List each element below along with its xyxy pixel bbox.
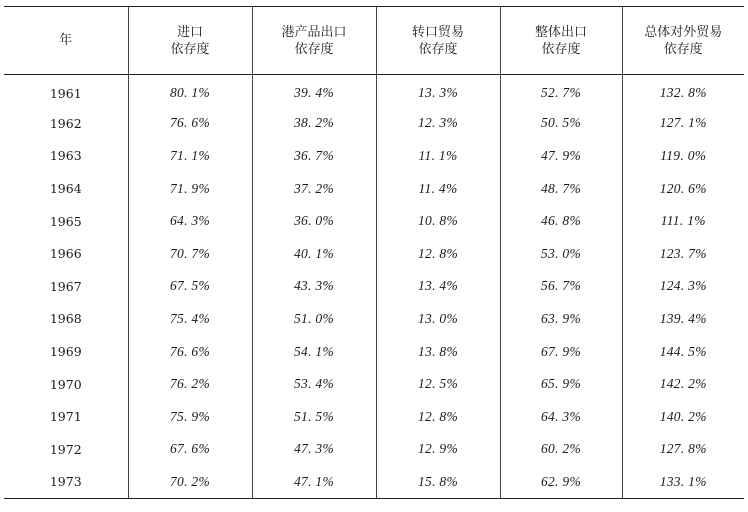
cell-overall-trade: 144. 5% (622, 335, 744, 368)
cell-import: 70. 7% (128, 237, 252, 270)
header-year-label: 年 (59, 33, 73, 48)
header-import-line1: 进口 (176, 24, 203, 40)
cell-overall-trade: 142. 2% (622, 368, 744, 401)
trade-dependency-table (4, 6, 744, 499)
header-import-line2: 依存度 (170, 41, 210, 57)
cell-total-export: 46. 8% (500, 205, 622, 238)
cell-year: 1967 (49, 278, 82, 294)
cell-year: 1973 (4, 466, 128, 499)
cell-domestic-export: 40. 1% (252, 237, 376, 270)
table-row (4, 335, 744, 368)
cell-import: 76. 6% (128, 107, 252, 140)
cell-total-export: 64. 3% (500, 400, 622, 433)
cell-reexport: 10. 8% (376, 205, 500, 238)
cell-year: 1966 (49, 246, 82, 262)
table-row (4, 172, 744, 205)
cell-import: 67. 5% (128, 270, 252, 303)
header-import-dependency (128, 7, 252, 75)
header-row (4, 7, 744, 75)
cell-import: 71. 9% (128, 172, 252, 205)
cell-reexport: 13. 3% (376, 75, 500, 108)
header-reexport-dependency (376, 7, 500, 75)
cell-domestic-export: 51. 0% (252, 303, 376, 336)
cell-year: 1962 (49, 115, 82, 131)
cell-import: 71. 1% (128, 140, 252, 173)
cell-total-export: 56. 7% (500, 270, 622, 303)
cell-year: 1969 (49, 344, 82, 360)
cell-overall-trade: 120. 6% (622, 172, 744, 205)
cell-reexport: 11. 1% (376, 140, 500, 173)
cell-domestic-export: 36. 7% (252, 140, 376, 173)
cell-overall-trade: 133. 1% (622, 466, 744, 499)
cell-import: 64. 3% (128, 205, 252, 238)
cell-domestic-export: 36. 0% (252, 205, 376, 238)
cell-overall-trade: 124. 3% (622, 270, 744, 303)
cell-year: 1971 (49, 409, 82, 425)
cell-domestic-export: 39. 4% (252, 75, 376, 108)
cell-reexport: 11. 4% (376, 172, 500, 205)
header-domestic-export-dependency (252, 7, 376, 75)
table-body (4, 75, 744, 499)
table-row (4, 140, 744, 173)
header-total-export-line2: 依存度 (541, 41, 581, 57)
cell-reexport: 12. 3% (376, 107, 500, 140)
table-header (4, 7, 744, 75)
cell-import: 80. 1% (128, 75, 252, 108)
cell-reexport: 12. 8% (376, 237, 500, 270)
cell-overall-trade: 127. 8% (622, 433, 744, 466)
table-row (4, 205, 744, 238)
table-row (4, 368, 744, 401)
cell-domestic-export: 47. 1% (252, 466, 376, 499)
cell-domestic-export: 53. 4% (252, 368, 376, 401)
cell-domestic-export: 54. 1% (252, 335, 376, 368)
table-row (4, 75, 744, 108)
header-overall-trade-line2: 依存度 (663, 41, 703, 57)
cell-total-export: 48. 7% (500, 172, 622, 205)
cell-domestic-export: 47. 3% (252, 433, 376, 466)
cell-reexport: 12. 5% (376, 368, 500, 401)
cell-reexport: 13. 8% (376, 335, 500, 368)
cell-total-export: 53. 0% (500, 237, 622, 270)
cell-total-export: 63. 9% (500, 303, 622, 336)
cell-year: 1961 (49, 85, 82, 101)
table-row (4, 433, 744, 466)
cell-year: 1963 (49, 148, 82, 164)
header-overall-trade-dependency (622, 7, 744, 75)
cell-overall-trade: 140. 2% (622, 400, 744, 433)
cell-import: 76. 2% (128, 368, 252, 401)
cell-total-export: 62. 9% (500, 466, 622, 499)
cell-total-export: 50. 5% (500, 107, 622, 140)
cell-total-export: 67. 9% (500, 335, 622, 368)
cell-import: 75. 4% (128, 303, 252, 336)
cell-import: 75. 9% (128, 400, 252, 433)
cell-year: 1972 (49, 441, 82, 457)
table-row (4, 237, 744, 270)
table-row (4, 107, 744, 140)
cell-total-export: 60. 2% (500, 433, 622, 466)
header-reexport-line1: 转口贸易 (411, 24, 464, 40)
cell-reexport: 15. 8% (376, 466, 500, 499)
cell-year: 1970 (49, 376, 82, 392)
cell-overall-trade: 111. 1% (622, 205, 744, 238)
header-domestic-export-line1: 港产品出口 (281, 24, 347, 40)
cell-overall-trade: 119. 0% (622, 140, 744, 173)
table-row (4, 466, 744, 499)
cell-reexport: 12. 9% (376, 433, 500, 466)
cell-year: 1968 (49, 311, 82, 327)
cell-overall-trade: 139. 4% (622, 303, 744, 336)
cell-domestic-export: 51. 5% (252, 400, 376, 433)
header-year (4, 7, 128, 75)
cell-reexport: 12. 8% (376, 400, 500, 433)
cell-domestic-export: 38. 2% (252, 107, 376, 140)
cell-year: 1964 (49, 181, 82, 197)
header-total-export-dependency (500, 7, 622, 75)
table-row (4, 303, 744, 336)
header-domestic-export-line2: 依存度 (294, 41, 334, 57)
cell-total-export: 47. 9% (500, 140, 622, 173)
cell-overall-trade: 127. 1% (622, 107, 744, 140)
cell-overall-trade: 132. 8% (622, 75, 744, 108)
header-overall-trade-line1: 总体对外贸易 (644, 24, 723, 40)
cell-year: 1965 (49, 213, 82, 229)
cell-import: 70. 2% (128, 466, 252, 499)
cell-reexport: 13. 4% (376, 270, 500, 303)
header-total-export-line1: 整体出口 (534, 24, 587, 40)
trade-dependency-table-container (4, 6, 744, 499)
table-row (4, 400, 744, 433)
cell-overall-trade: 123. 7% (622, 237, 744, 270)
cell-import: 67. 6% (128, 433, 252, 466)
cell-domestic-export: 37. 2% (252, 172, 376, 205)
cell-total-export: 52. 7% (500, 75, 622, 108)
cell-domestic-export: 43. 3% (252, 270, 376, 303)
cell-import: 76. 6% (128, 335, 252, 368)
header-reexport-line2: 依存度 (418, 41, 458, 57)
table-row (4, 270, 744, 303)
cell-reexport: 13. 0% (376, 303, 500, 336)
cell-total-export: 65. 9% (500, 368, 622, 401)
